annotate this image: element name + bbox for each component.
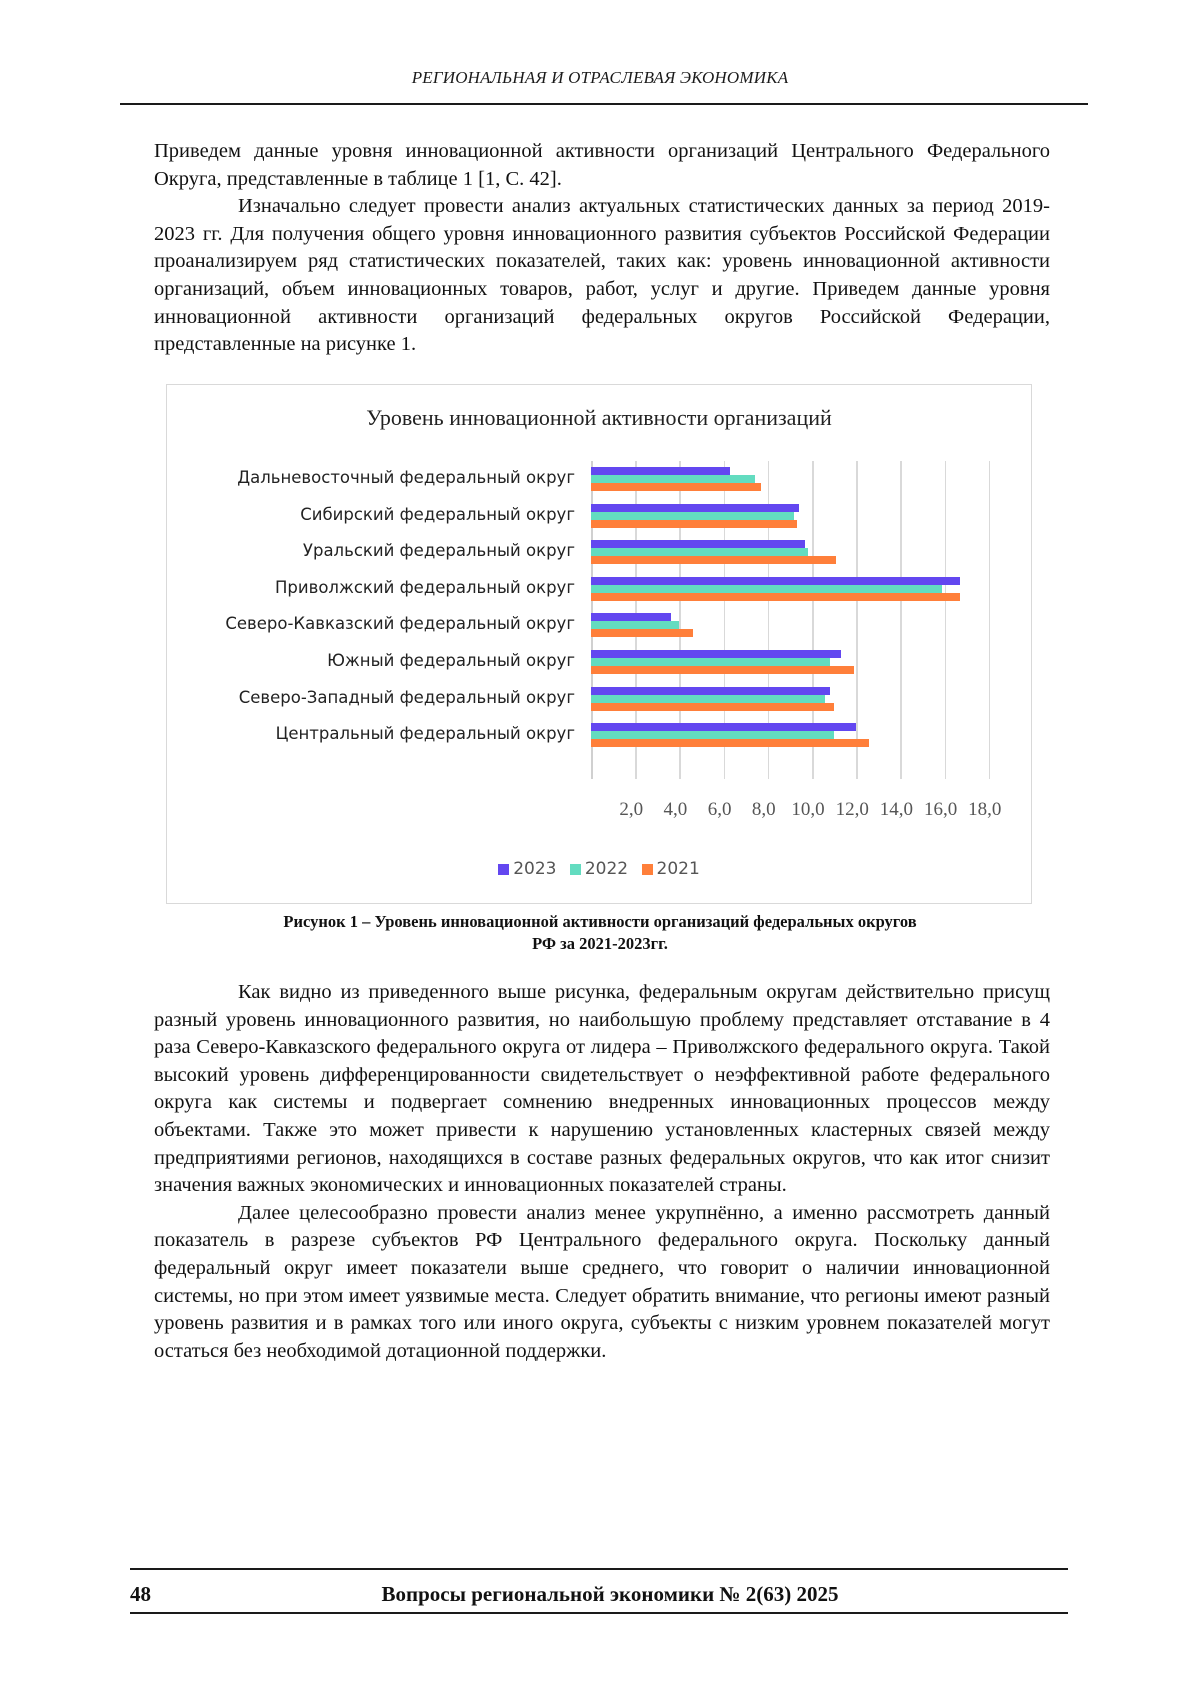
chart-title: Уровень инновационной активности организаций (366, 405, 832, 430)
category-label: Уральский федеральный округ (302, 541, 575, 561)
bar-2022 (591, 585, 942, 593)
paragraph: Далее целесообразно провести анализ менее укрупнённо, а именно рассмотреть данный показатель в разрезе субъектов РФ Центрального федерального округа. Поскольку данный федеральный округ имеет показатели выше среднего, что говорит о наличии инновационной системы, но при этом имеет уязвимые места. Следует обратить внимание, что регионы имеют разный уровень развития и в рамках того или иного округа, субъекты с низким уровнем показателей могут остаться без необходимой дотационной поддержки. (154, 1201, 1050, 1362)
legend-label: 2022 (584, 859, 629, 879)
running-head: РЕГИОНАЛЬНАЯ И ОТРАСЛЕВАЯ ЭКОНОМИКА (411, 68, 789, 87)
tick-label: 12,0 (835, 799, 869, 820)
legend-swatch-icon (570, 864, 581, 875)
category-label: Сибирский федеральный округ (300, 504, 575, 524)
bar-2023 (591, 577, 960, 585)
footer-rule-bottom (130, 1612, 1068, 1614)
legend-item-2022 (570, 859, 628, 879)
paragraph: Как видно из приведенного выше рисунка, федеральным округам действительно присущ разный уровень инновационного развития, но наибольшую проблему представляет отставание в 4 раза Северо-Кавказского федерального округа от лидера – Приволжского федерального округа. Такой высокий уровень дифференцированности свидетельствует о неэффективной работе федерального округа как системы и подвергает сомнению внедренных инновационных процессов между объектами. Также это может привести к нарушению установленных кластерных связей между предприятиями регионов, находящихся в составе разных федеральных округов, что как итог снизит значения важных экономических и инновационных показателей страны. (154, 981, 1050, 1197)
gridline (900, 461, 902, 779)
bar-2023 (591, 540, 805, 548)
bar-2021 (591, 703, 834, 711)
bar-2022 (591, 731, 834, 739)
gridline (856, 461, 858, 779)
tick-label: 4,0 (663, 799, 688, 820)
bar-2021 (591, 556, 836, 564)
bar-2022 (591, 475, 755, 483)
footer-rule-top (130, 1568, 1068, 1570)
bar-2021 (591, 629, 693, 637)
legend-label: 2021 (656, 859, 700, 879)
bar-2021 (591, 593, 960, 601)
bar-2021 (591, 520, 797, 528)
category-label: Южный федеральный округ (327, 651, 575, 670)
tick-label: 16,0 (923, 799, 958, 820)
header-rule (120, 103, 1088, 105)
bar-2023 (591, 467, 730, 475)
category-label: Приволжский федеральный округ (275, 577, 575, 597)
bar-2022 (591, 512, 794, 520)
chart-legend (167, 859, 1031, 880)
bar-2023 (591, 650, 841, 658)
legend-swatch-icon (498, 864, 509, 875)
paragraph: Приведем данные уровня инновационной активности организаций Центрального Федерального Округа, представленные в таблице 1 [1, С. 42]. (154, 140, 1050, 190)
plot-area (591, 461, 991, 779)
chart-figure (166, 384, 1032, 904)
body-text-top (154, 138, 1050, 359)
bar-2021 (591, 483, 761, 491)
bar-2021 (591, 739, 869, 747)
caption-line: РФ за 2021-2023гг. (532, 934, 668, 953)
journal-title: Вопросы региональной экономики № 2(63) 2025 (381, 1582, 839, 1606)
bar-2022 (591, 548, 808, 556)
legend-swatch-icon (642, 864, 653, 875)
bar-2023 (591, 723, 856, 731)
bar-2021 (591, 666, 854, 674)
legend-item-2023 (498, 859, 556, 879)
tick-label: 8,0 (751, 799, 776, 820)
category-label: Центральный федеральный округ (275, 724, 575, 744)
tick-label: 6,0 (707, 799, 732, 820)
body-text-bottom (154, 979, 1050, 1365)
legend-item-2021 (642, 859, 700, 879)
caption-line: Рисунок 1 – Уровень инновационной активности организаций федеральных округов (283, 912, 917, 931)
category-label: Дальневосточный федеральный округ (237, 468, 575, 487)
bar-2022 (591, 658, 830, 666)
bar-2022 (591, 621, 679, 629)
category-label: Северо-Кавказский федеральный округ (225, 614, 575, 634)
tick-label: 14,0 (879, 799, 914, 820)
figure-caption (0, 911, 1200, 955)
tick-label: 18,0 (968, 799, 1002, 820)
page-number: 48 (130, 1582, 151, 1606)
paragraph: Изначально следует провести анализ актуальных статистических данных за период 2019-2023 гг. Для получения общего уровня инновационного развития субъектов Российской Федерации проанализируем ряд статистических показателей, таких как: уровень инновационной активности организаций, объем инновационных товаров, работ, услуг и другие. Приведем данные уровня инновационной активности организаций федеральных округов Российской Федерации, представленные на рисунке 1. (154, 195, 1050, 356)
legend-label: 2023 (513, 859, 557, 879)
bar-2023 (591, 504, 799, 512)
gridline (989, 461, 991, 779)
gridline (945, 461, 947, 779)
bar-2023 (591, 613, 671, 621)
bar-2022 (591, 695, 825, 703)
tick-label: 2,0 (619, 799, 644, 820)
bar-2023 (591, 687, 830, 695)
category-label: Северо-Западный федеральный округ (238, 687, 575, 707)
tick-label: 10,0 (791, 799, 825, 820)
